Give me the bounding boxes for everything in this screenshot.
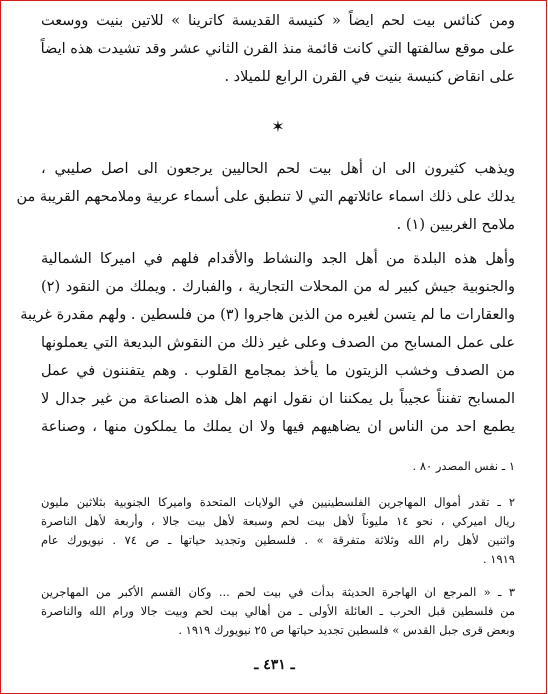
footnote-line: واثنين لأهل رام الله وثلاثة متفرقة » . فلسطين وتجديد حياتها ـ ص ٧٤ . نيويورك عام: [41, 533, 515, 547]
text-line: المسابح تفنناً عجيباً بل يمكننا ان نقول انهم اهل هذه الصناعة من غير جدال لا: [41, 391, 515, 407]
text-line: يدلك على ذلك اسماء عائلاتهم التي لا تنطبق على أسماء عربية وملامحهم القريبة من: [16, 189, 515, 205]
paragraph-3: [20, 245, 515, 441]
text-line: على موقع سالفتها التي كانت قائمة منذ القرن الثاني عشر وقد تشيدت هذه ايضاً: [40, 41, 515, 57]
footnote-line: ١ ـ نفس المصدر ٨٠ .: [412, 459, 515, 473]
paragraph-2: [16, 155, 515, 239]
footnote-line: ١٩١٩ .: [482, 552, 515, 566]
text-line: ملامح الغربيين (١) .: [396, 217, 515, 233]
text-line: وأهل هذه البلدة من أهل الجد والنشاط والأقدام فلهم في اميركا الشمالية: [41, 251, 515, 267]
footnote-line: من فلسطين قبل الحرب ـ العائلة الأولى ـ من أهالي بيت لحم وبيت جالا ورام الله والناصرة: [41, 604, 515, 618]
section-separator-star-icon: ✶: [271, 117, 285, 136]
text-line: ومن كنائس بيت لحم ايضاً « كنيسة القديسة كاترينا » للاتين بنيت ووسعت: [41, 13, 515, 29]
text-line: على عمل المسابح من الصدف وعلى غير ذلك من النقوش البديعة التي يعملونها: [41, 335, 515, 351]
footnote-3: [41, 583, 515, 640]
text-line: ويذهب كثيرون الى ان أهل بيت لحم الحاليين يرجعون الى اصل صليبي ،: [41, 161, 515, 177]
text-line: والعقارات ما لم يتسن لغيره من الذين هاجروا (٣) من فلسطين . ولهم مقدرة غريبة: [20, 307, 515, 323]
footnote-line: ريال اميركي ، نحو ١٤ مليوناً لأهل بيت لحم وسبعة لأهل بيت جالا ، وأربعة لأهل الناصرة: [41, 514, 516, 528]
page-number: ـ ٤٣١ ـ: [254, 657, 295, 673]
footnote-2: [41, 493, 515, 569]
footnote-line: ٣ ـ « المرجع ان الهاجرة الحديثة بدأت في بيت لحم ... وكان القسم الأكبر من المهاجرين: [41, 585, 515, 599]
text-line: والجنوبية جيش كبير له من المحلات التجارية ، والفبارك . ويملك من النقود (٢): [41, 279, 515, 295]
footnote-line: وبعض قرى جبل القدس » فلسطين تجديد حياتها ص ٢٥ نيويورك ١٩١٩ .: [178, 623, 515, 637]
text-line: يطمع احد من الناس ان يضاهيهم فيها ولا ان يملك ما يملكون منها ، وصناعة: [41, 419, 515, 435]
footnote-1: [41, 457, 515, 476]
footnote-line: ٢ ـ تقدر أموال المهاجرين الفلسطينيين في الولايات المتحدة واميركا الجنوبية بثلاثين مليون: [41, 495, 515, 509]
text-line: من الصدف وخشب الزيتون ما يأخذ بمجامع القلوب . وهم يتفننون في عمل: [41, 363, 515, 379]
paragraph-1: [41, 7, 515, 91]
text-line: على انقاض كنيسة بنيت في القرن الرابع للميلاد .: [224, 69, 515, 85]
